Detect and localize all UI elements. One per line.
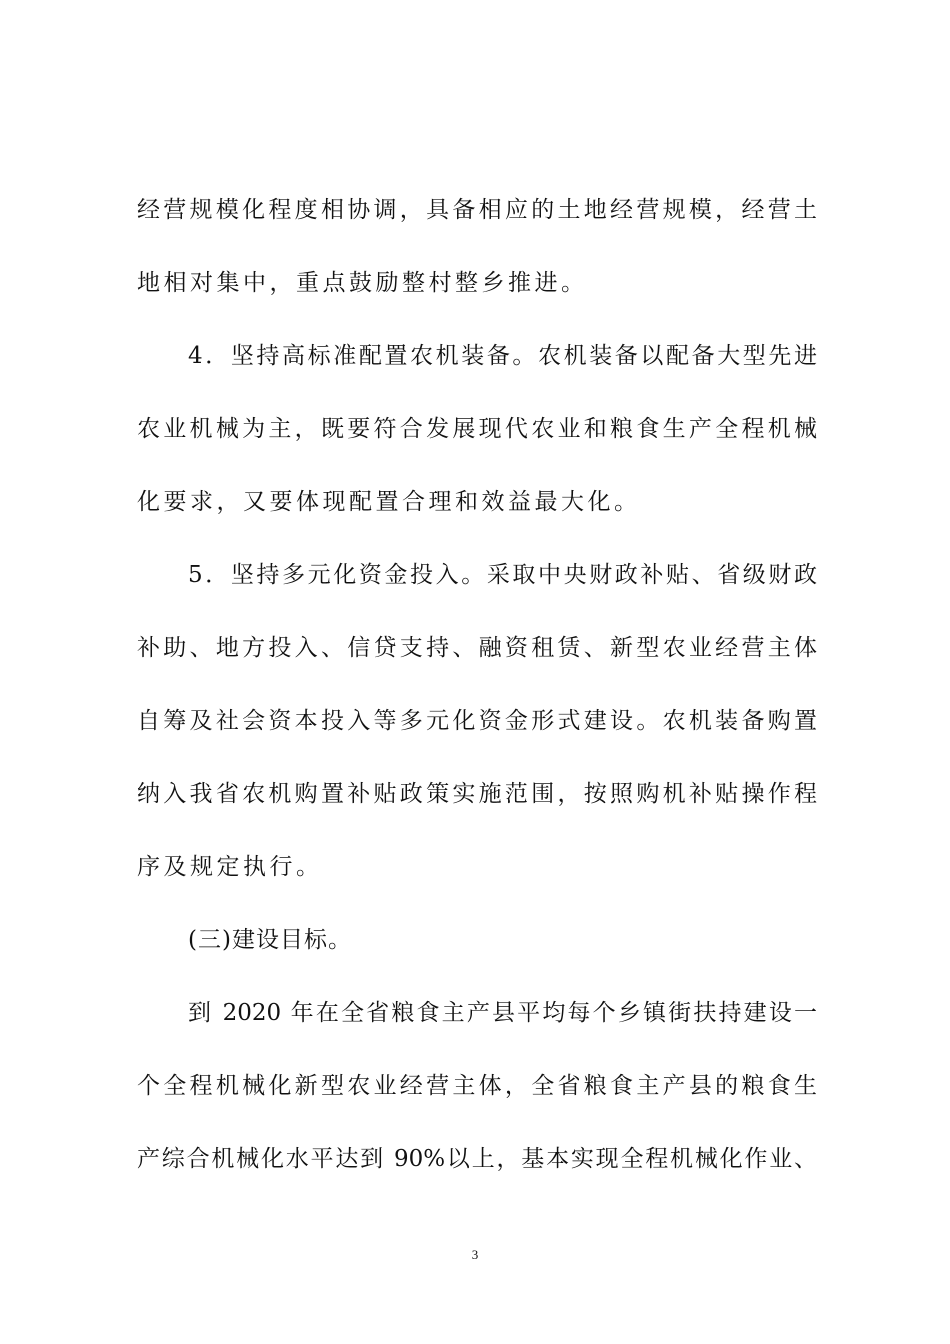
text-line-3: 4．坚持高标准配置农机装备。农机装备以配备大型先进: [188, 343, 817, 369]
text-line-10: 序及规定执行。: [137, 854, 323, 880]
text-line-8: 自筹及社会资本投入等多元化资金形式建设。农机装备购置: [137, 708, 817, 734]
text-line-5: 化要求，又要体现配置合理和效益最大化。: [137, 489, 641, 515]
section-heading: (三)建设目标。: [188, 927, 352, 953]
page-number: 3: [471, 1247, 479, 1262]
text-line-6: 5．坚持多元化资金投入。采取中央财政补贴、省级财政: [188, 562, 817, 588]
text-line-7: 补助、地方投入、信贷支持、融资租赁、新型农业经营主体: [137, 635, 817, 661]
text-line-12: 到 2020 年在全省粮食主产县平均每个乡镇街扶持建设一: [188, 1000, 817, 1026]
text-line-14: 产综合机械化水平达到 90%以上，基本实现全程机械化作业、: [137, 1146, 817, 1172]
text-line-9: 纳入我省农机购置补贴政策实施范围，按照购机补贴操作程: [137, 781, 817, 807]
text-line-4: 农业机械为主，既要符合发展现代农业和粮食生产全程机械: [137, 416, 817, 442]
text-line-13: 个全程机械化新型农业经营主体，全省粮食主产县的粮食生: [137, 1073, 817, 1099]
text-line-1: 经营规模化程度相协调，具备相应的土地经营规模，经营土: [137, 197, 817, 223]
text-line-2: 地相对集中，重点鼓励整村整乡推进。: [137, 270, 588, 296]
